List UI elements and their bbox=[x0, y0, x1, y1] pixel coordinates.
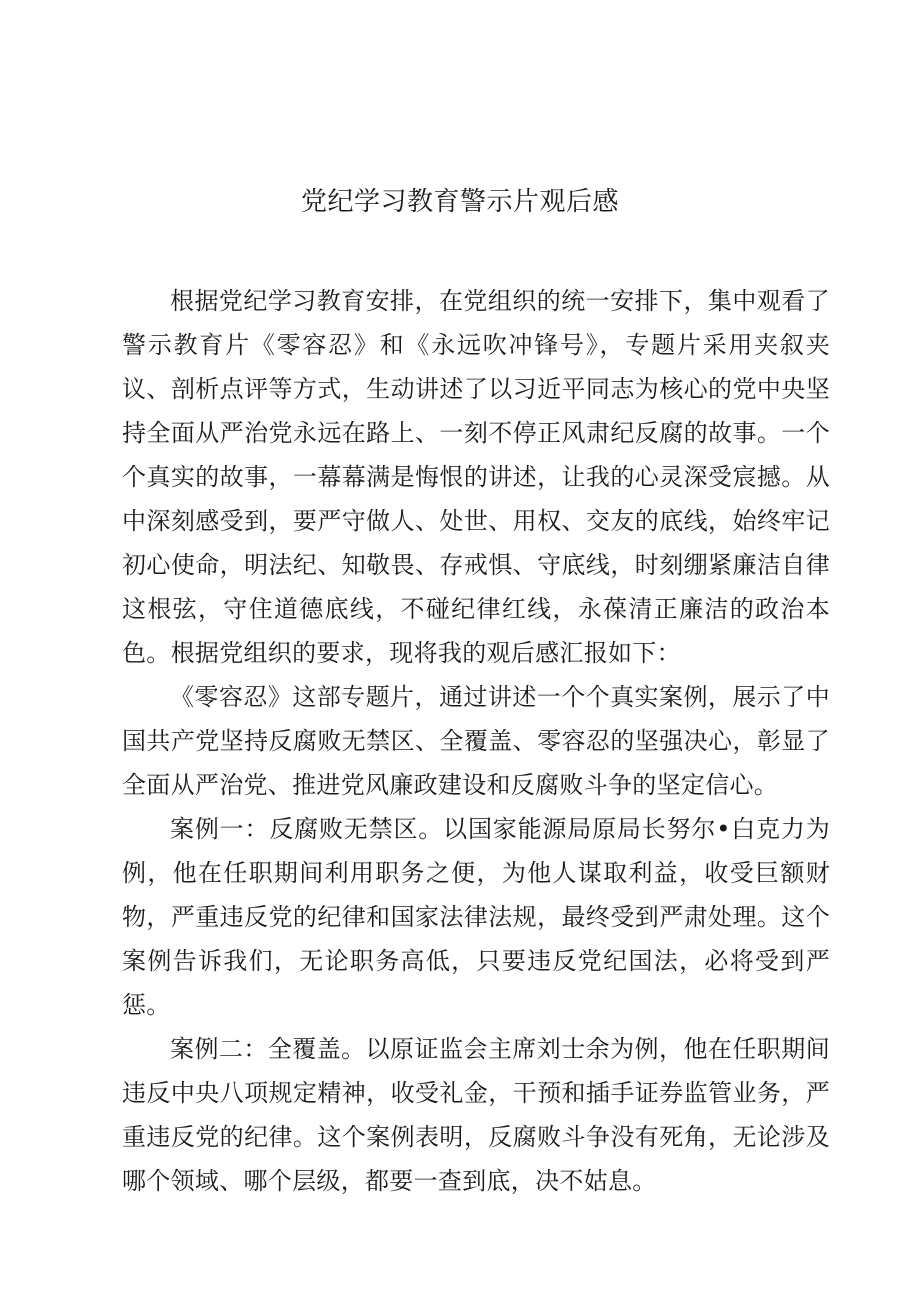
paragraph-case-two: 案例二：全覆盖。以原证监会主席刘士余为例，他在任职期间违反中央八项规定精神，收受礼金，干预和插手证券监管业务，严重违反党的纪律。这个案例表明，反腐败斗争没有死角，无论涉及哪个领域、哪个层级，都要一查到底，决不姑息。 bbox=[122, 1035, 830, 1195]
paragraph-zero-tolerance: 《零容忍》这部专题片，通过讲述一个个真实案例，展示了中国共产党坚持反腐败无禁区、全覆盖、零容忍的坚强决心，彰显了全面从严治党、推进党风廉政建设和反腐败斗争的坚定信心。 bbox=[122, 683, 830, 799]
document-body bbox=[122, 279, 830, 1203]
document-title: 党纪学习教育警示片观后感 bbox=[300, 187, 619, 217]
paragraph-intro: 根据党纪学习教育安排，在党组织的统一安排下，集中观看了警示教育片《零容忍》和《永远吹冲锋号》，专题片采用夹叙夹议、剖析点评等方式，生动讲述了以习近平同志为核心的党中央坚持全面从严治党永远在路上、一刻不停正风肃纪反腐的故事。一个个真实的故事，一幕幕满是悔恨的讲述，让我的心灵深受宸撼。从中深刻感受到，要严守做人、处世、用权、交友的底线，始终牢记初心使命，明法纪、知敬畏、存戒惧、守底线，时刻绷紧廉洁自律这根弦，守住道德底线，不碰纪律红线，永葆清正廉洁的政治本色。根据党组织的要求，现将我的观后感汇报如下： bbox=[122, 287, 830, 667]
paragraph-case-one: 案例一：反腐败无禁区。以国家能源局原局长努尔•白克力为例，他在任职期间利用职务之便，为他人谋取利益，收受巨额财物，严重违反党的纪律和国家法律法规，最终受到严肃处理。这个案例告诉我们，无论职务高低，只要违反党纪国法，必将受到严惩。 bbox=[122, 815, 830, 1019]
